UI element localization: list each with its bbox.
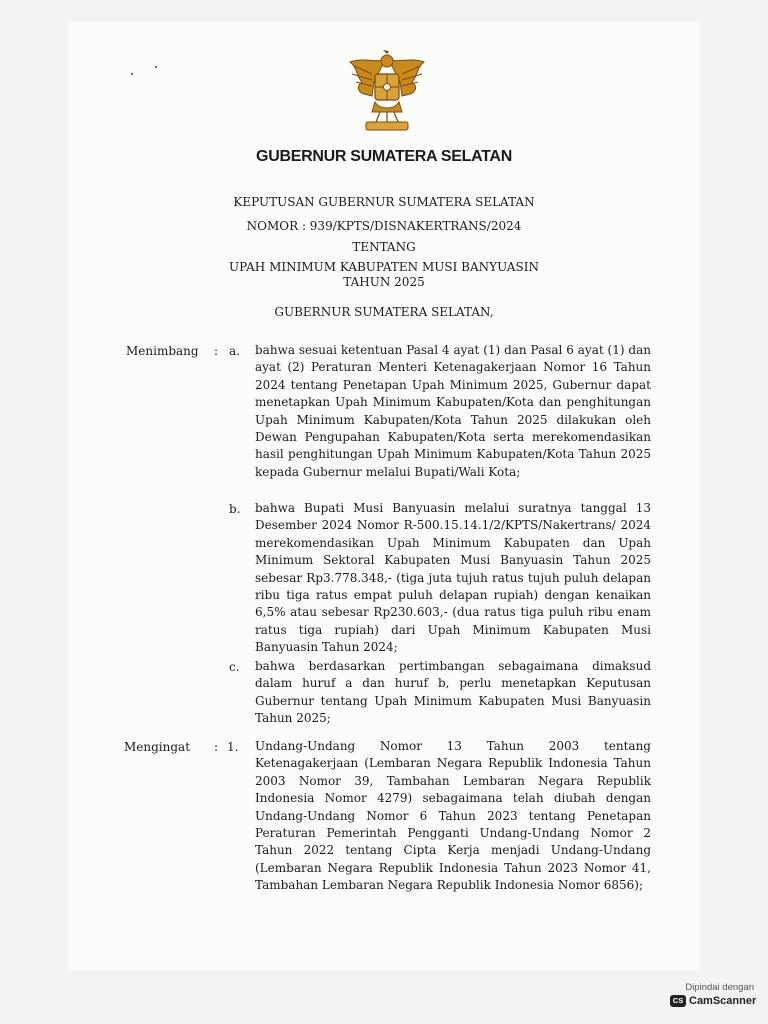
mengingat-label: Mengingat [124, 740, 191, 754]
about-label: TENTANG [352, 240, 416, 254]
decree-title: KEPUTUSAN GUBERNUR SUMATERA SELATAN [233, 195, 535, 209]
governor-title: GUBERNUR SUMATERA SELATAN [256, 148, 512, 165]
menimbang-item-c: bahwa berdasarkan pertimbangan sebagaimana dimaksud dalam huruf a dan huruf b, perlu menetapkan Keputusan Gubernur tentang Upah Minimum Kabupaten Musi Banyuasin Tahun 2025; [255, 659, 651, 726]
scan-speck [155, 66, 157, 68]
scanner-caption: Dipindai dengan [685, 982, 754, 993]
menimbang-item-b: bahwa Bupati Musi Banyuasin melalui suratnya tanggal 13 Desember 2024 Nomor R-500.15.14.1/2/KPTS/Nakertrans/ 2024 merekomendasikan Upah Minimum Kabupaten dan Upah Minimum Sektoral Kabupaten Musi Banyuasin Tahun 2025 sebesar Rp3.778.348,- (tiga juta tujuh ratus tujuh puluh delapan ribu tiga ratus empat puluh delapan rupiah) dengan kenaikan 6,5% atau sebesar Rp230.603,- (dua ratus tiga puluh ribu enam ratus tiga rupiah) dari Upah Minimum Kabupaten Musi Banyuasin Tahun 2024; [255, 501, 651, 655]
subject-line-2: TAHUN 2025 [343, 275, 425, 289]
menimbang-label: Menimbang [126, 344, 199, 358]
menimbang-item-a: bahwa sesuai ketentuan Pasal 4 ayat (1) dan Pasal 6 ayat (1) dan ayat (2) Peraturan Menteri Ketenagakerjaan Nomor 16 Tahun 2024 tentang Penetapan Upah Minimum 2025, Gubernur dapat menetapkan Upah Minimum Kabupaten/Kota dan penghitungan Upah Minimum Kabupaten/Kota Tahun 2025 dilakukan oleh Dewan Pengupahan Kabupaten/Kota serta merekomendasikan hasil penghitungan Upah Minimum Kabupaten/Kota Tahun 2025 kepada Gubernur melalui Bupati/Wali Kota; [255, 343, 651, 479]
camscanner-watermark [670, 982, 760, 1007]
subject-line-1: UPAH MINIMUM KABUPATEN MUSI BANYUASIN [229, 260, 539, 274]
scanner-brand [670, 995, 760, 1007]
issuer-line: GUBERNUR SUMATERA SELATAN, [274, 305, 494, 319]
scanner-brand-name: CamScanner [689, 995, 757, 1007]
garuda-pancasila-emblem-icon [342, 46, 432, 138]
item-marker-1: 1. [227, 740, 239, 754]
decree-number: NOMOR : 939/KPTS/DISNAKERTRANS/2024 [246, 219, 522, 233]
item-marker-a: a. [229, 344, 240, 358]
mengingat-item-1: Undang-Undang Nomor 13 Tahun 2003 tentang Ketenagakerjaan (Lembaran Negara Republik Indonesia Tahun 2003 Nomor 39, Tambahan Lembaran Negara Republik Indonesia Nomor 4279) sebagaimana telah diubah dengan Undang-Undang Nomor 6 Tahun 2023 tentang Penetapan Peraturan Pemerintah Pengganti Undang-Undang Nomor 2 Tahun 2022 tentang Cipta Kerja menjadi Undang-Undang (Lembaran Negara Republik Indonesia Tahun 2023 Nomor 41, Tambahan Lembaran Negara Republik Indonesia Nomor 6856); [255, 739, 651, 893]
camscanner-logo-icon: CS [670, 995, 686, 1007]
item-marker-c: c. [229, 660, 240, 674]
item-marker-b: b. [229, 502, 241, 516]
scan-speck [131, 73, 133, 75]
menimbang-colon: : [214, 344, 219, 358]
mengingat-colon: : [214, 740, 219, 754]
